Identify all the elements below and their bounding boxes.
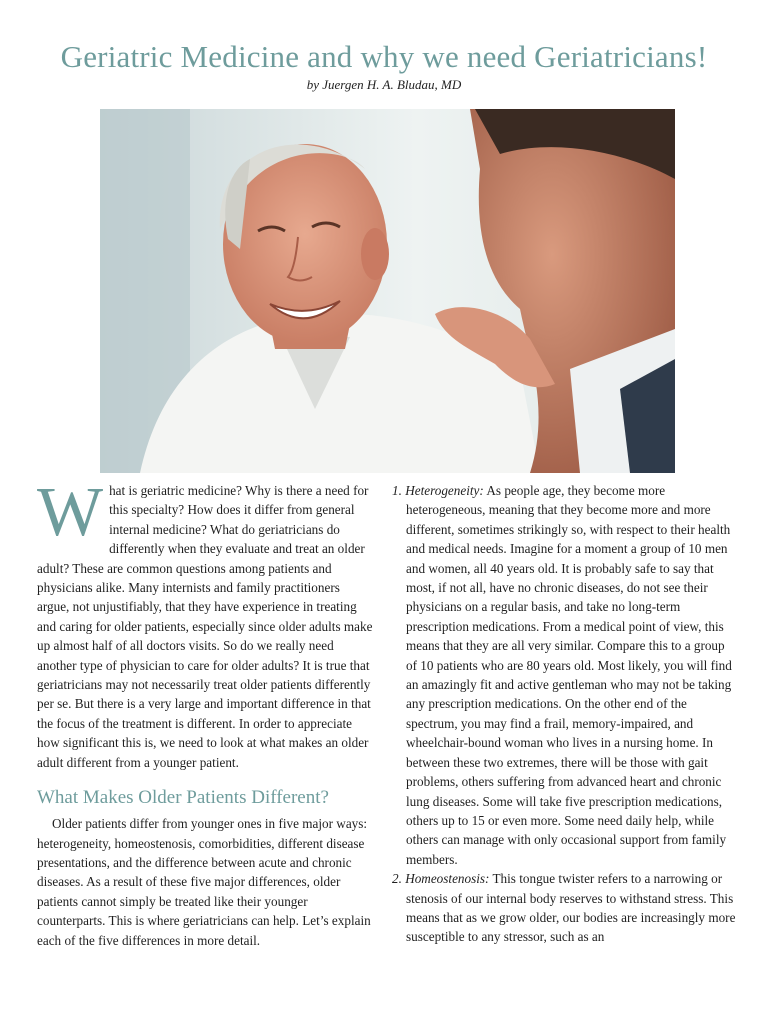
list-item-label: 2. Homeostenosis: bbox=[392, 871, 490, 887]
list-item bbox=[392, 869, 736, 947]
list-item-text: As people age, they become more heterogeneous, meaning that they become more and more different, sometimes strikingly so, with respect to their health and medical needs. Imagine for a moment a group of 10 men and women, all 40 years old. It is probably safe to say that most, if not all, have no chronic diseases, do not see their physicians on a regular basis, and take no long-term prescription medications. From a medical point of view, this means that they are all very similar. Compare this to a group of 10 patients who are 80 years old. Most likely, you will find an amazingly fit and active gentleman who may not be taking any prescription medications. On the other end of the spectrum, you may find a frail, memory-impaired, and wheelchair-bound woman who lives in a nursing home. In between these two extremes, there will be those with gait problems, others suffering from advanced heart and chronic lung diseases. Some will take five prescription medications, others up to 15 or even more. Some need daily help, while others can manage with only occasional support from family members. bbox=[406, 483, 732, 867]
article-photo bbox=[100, 109, 675, 473]
article-title: Geriatric Medicine and why we need Geriatricians! bbox=[60, 39, 708, 74]
list-item-label: 1. Heterogeneity: bbox=[392, 483, 484, 498]
drop-cap: W bbox=[37, 474, 104, 551]
intro-paragraph bbox=[37, 474, 375, 772]
photo-icon bbox=[100, 109, 675, 473]
body-paragraph: Older patients differ from younger ones in five major ways: heterogeneity, homeostenosis, comorbidities, different disease presentations, and the difference between acute and chronic diseases. As a result of these five major differences, older patients cannot simply be treated like their younger counterparts. This is where geriatricians can help. Let’s explain each of the five differences in more detail. bbox=[37, 816, 371, 948]
list-item bbox=[392, 481, 736, 869]
right-column bbox=[392, 481, 736, 947]
section-heading: What Makes Older Patients Different? bbox=[37, 787, 329, 809]
list-item-text: This tongue twister refers to a narrowing or stenosis of our internal body reserves to withstand stress. This means that as we grow older, our bodies are increasingly more susceptible to any stressor, such as an bbox=[406, 871, 736, 945]
intro-text: hat is geriatric medicine? Why is there a need for this specialty? How does it differ from general internal medicine? What do geriatricians do differently when they evaluate and treat an older adult? These are common questions among patients and physicians alike. Many internists and family practitioners argue, not unjustifiably, that they have experience in treating and caring for older patients, especially since older adults make up almost half of all doctors visits. So do we really need another type of physician to care for older adults? It is true that geriatricians may not necessarily treat older patients differently per se. But there is a very large and important difference in that the focus of the treatment is different. In order to appreciate how significant this is, we need to look at what makes an older adult different from a younger patient. bbox=[37, 483, 373, 770]
byline: by Juergen H. A. Bludau, MD bbox=[306, 77, 462, 92]
left-column bbox=[37, 474, 375, 950]
